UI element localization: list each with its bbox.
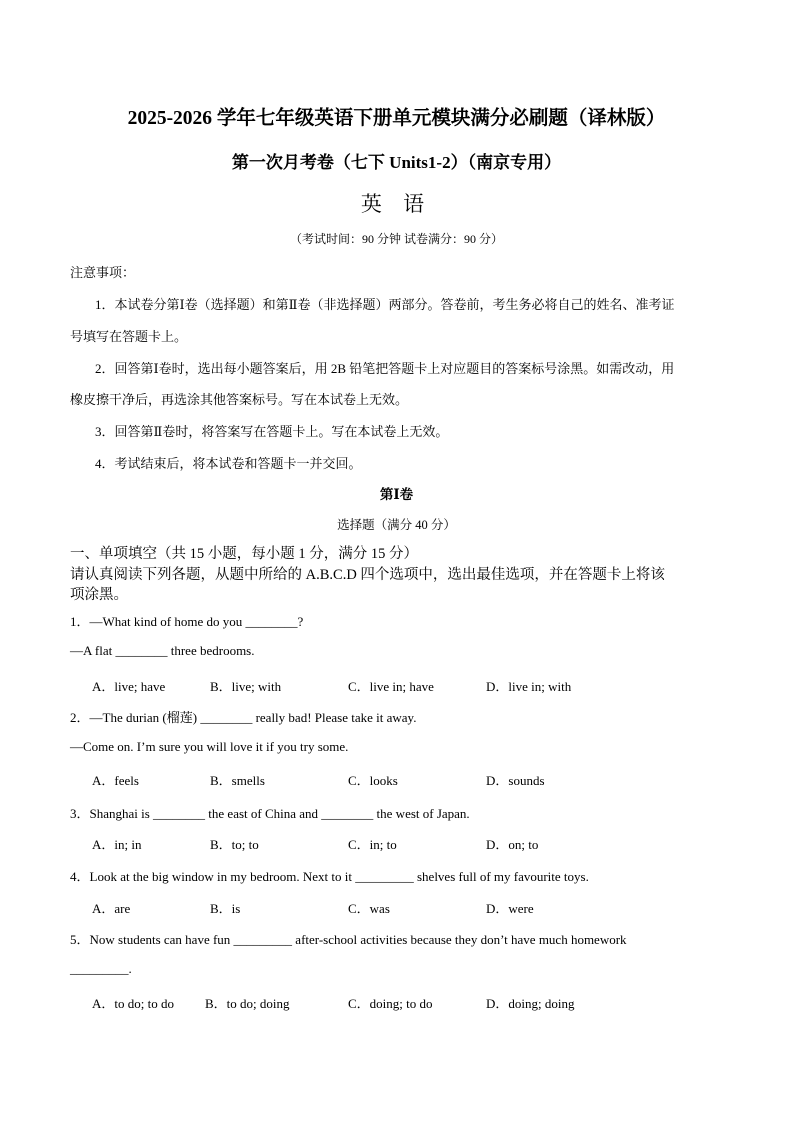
option-1d[interactable]: D．live in; with (486, 679, 572, 694)
option-2d[interactable]: D．sounds (486, 773, 545, 788)
subject-title: 英 语 (360, 192, 433, 216)
exam-title: 2025-2026 学年七年级英语下册单元模块满分必刷题（译林版） (127, 108, 666, 129)
note-1-line1: 1．本试卷分第Ⅰ卷（选择题）和第Ⅱ卷（非选择题）两部分。答卷前，考生务必将自己的姓名、准考证 (95, 297, 675, 312)
option-4d[interactable]: D．were (486, 901, 534, 916)
option-1a[interactable]: A．live; have (92, 679, 166, 694)
option-2a[interactable]: A．feels (92, 773, 139, 788)
question-3: 3．Shanghai is ________ the east of China and ________ the west of Japan. (70, 806, 470, 821)
instruction-line1: 请认真阅读下列各题，从题中所给的 A.B.C.D 四个选项中，选出最佳选项，并在答题卡上将该 (70, 567, 665, 583)
volume-heading: 第Ⅰ卷 (379, 487, 414, 502)
part-title: 一、单项填空（共 15 小题，每小题 1 分，满分 15 分） (70, 546, 418, 562)
option-4b[interactable]: B．is (210, 901, 241, 916)
exam-subtitle: 第一次月考卷（七下 Units1-2）（南京专用） (231, 153, 562, 172)
option-4c[interactable]: C．was (348, 901, 390, 916)
note-2-line2: 橡皮擦干净后，再选涂其他答案标号。写在本试卷上无效。 (70, 392, 409, 407)
option-2c[interactable]: C．looks (348, 773, 398, 788)
note-1-line2: 号填写在答题卡上。 (70, 329, 188, 344)
question-2-line1: 2．—The durian (榴莲) ________ really bad! Please take it away. (70, 710, 417, 725)
exam-info: （考试时间：90 分钟 试卷满分：90 分） (289, 232, 503, 246)
notes-heading: 注意事项： (70, 265, 136, 280)
option-1b[interactable]: B．live; with (210, 679, 282, 694)
note-4: 4．考试结束后，将本试卷和答题卡一并交回。 (95, 456, 362, 471)
note-3: 3．回答第Ⅱ卷时，将答案写在答题卡上。写在本试卷上无效。 (95, 424, 449, 439)
question-1-line2: —A flat ________ three bedrooms. (70, 643, 255, 658)
option-4a[interactable]: A．are (92, 901, 131, 916)
option-5b[interactable]: B．to do; doing (205, 996, 290, 1011)
question-5-line1: 5．Now students can have fun _________ after-school activities because they don’t have much homework (70, 932, 627, 947)
option-3a[interactable]: A．in; in (92, 837, 142, 852)
option-5a[interactable]: A．to do; to do (92, 996, 174, 1011)
question-5-line2: _________. (70, 961, 132, 976)
section-heading: 选择题（满分 40 分） (337, 518, 456, 532)
note-2-line1: 2．回答第Ⅰ卷时，选出每小题答案后，用 2B 铅笔把答题卡上对应题目的答案标号涂黑。如需改动，用 (95, 361, 675, 376)
question-1-line1: 1．—What kind of home do you ________? (70, 614, 304, 629)
option-5d[interactable]: D．doing; doing (486, 996, 575, 1011)
instruction-line2: 项涂黑。 (70, 587, 128, 603)
question-2-line2: —Come on. I’m sure you will love it if you try some. (70, 739, 349, 754)
option-3b[interactable]: B．to; to (210, 837, 259, 852)
option-3d[interactable]: D．on; to (486, 837, 539, 852)
option-2b[interactable]: B．smells (210, 773, 265, 788)
option-3c[interactable]: C．in; to (348, 837, 397, 852)
option-1c[interactable]: C．live in; have (348, 679, 434, 694)
option-5c[interactable]: C．doing; to do (348, 996, 433, 1011)
question-4: 4．Look at the big window in my bedroom. Next to it _________ shelves full of my favourite toys. (70, 869, 589, 884)
